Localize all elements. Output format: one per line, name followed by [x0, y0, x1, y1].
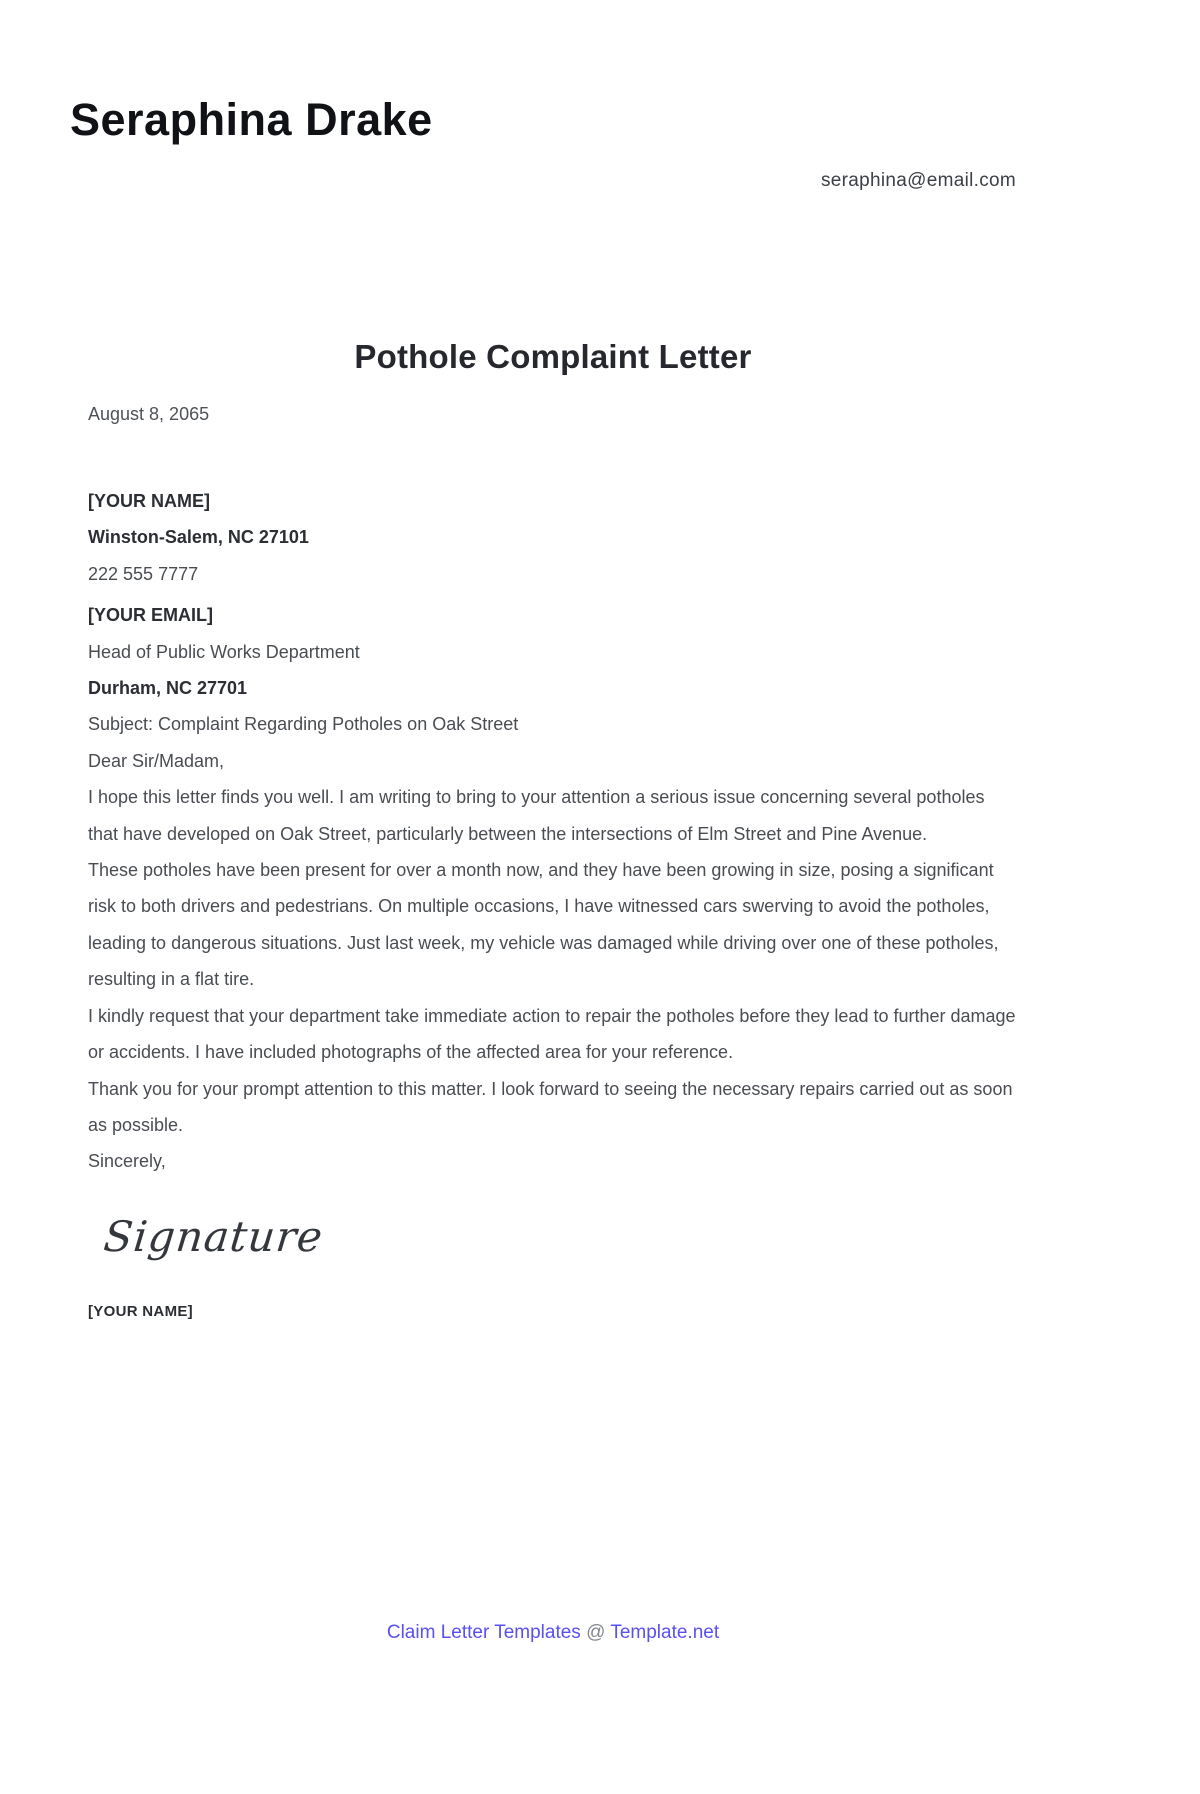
recipient-city-line: Durham, NC 27701	[88, 678, 248, 699]
letter-body-text	[88, 706, 1018, 1179]
claim-letter-templates-link[interactable]: Claim Letter Templates	[386, 1622, 581, 1643]
sender-city-line: Winston-Salem, NC 27101	[88, 527, 309, 548]
letter-title: Pothole Complaint Letter	[354, 338, 752, 375]
footer-attribution	[88, 1622, 1018, 1644]
sender-phone-line: 222 555 7777	[88, 563, 199, 584]
signature-script: Signature	[101, 1211, 326, 1261]
footer-separator: @	[586, 1622, 606, 1643]
paragraph-3: I kindly request that your department take immediate action to repair the potholes before they lead to further damage or accidents. I have included photographs of the affected area for your reference.	[88, 1005, 1016, 1063]
recipient-name-placeholder: [YOUR NAME]	[88, 491, 210, 511]
recipient-title-line: Head of Public Works Department	[88, 641, 360, 662]
sender-name-heading: Seraphina Drake	[70, 94, 433, 145]
subject-line: Subject: Complaint Regarding Potholes on Oak Street	[88, 714, 519, 735]
recipient-block	[88, 483, 1018, 706]
letter-date: August 8, 2065	[88, 404, 210, 424]
signer-name-placeholder: [YOUR NAME]	[88, 1302, 193, 1320]
closing-line: Sincerely,	[88, 1151, 166, 1172]
sender-email-placeholder: [YOUR EMAIL]	[88, 605, 213, 626]
paragraph-2: These potholes have been present for over a month now, and they have been growing in size, posing a significant risk to both drivers and pedestrians. On multiple occasions, I have witnessed cars swerving to avoid the potholes, leading to dangerous situations. Just last week, my vehicle was damaged while driving over one of these potholes, resulting in a flat tire.	[88, 860, 999, 990]
letter-body-column	[88, 338, 1018, 1320]
paragraph-1: I hope this letter finds you well. I am writing to bring to your attention a serious issue concerning several potholes that have developed on Oak Street, particularly between the intersections of Elm Street and Pine Avenue.	[88, 787, 985, 844]
salutation-line: Dear Sir/Madam,	[88, 750, 225, 771]
sender-email: seraphina@email.com	[820, 170, 1016, 191]
letter-page	[0, 94, 1200, 1794]
template-net-link[interactable]: Template.net	[610, 1622, 720, 1643]
paragraph-4: Thank you for your prompt attention to this matter. I look forward to seeing the necessary repairs carried out as soon as possible.	[88, 1078, 1013, 1135]
